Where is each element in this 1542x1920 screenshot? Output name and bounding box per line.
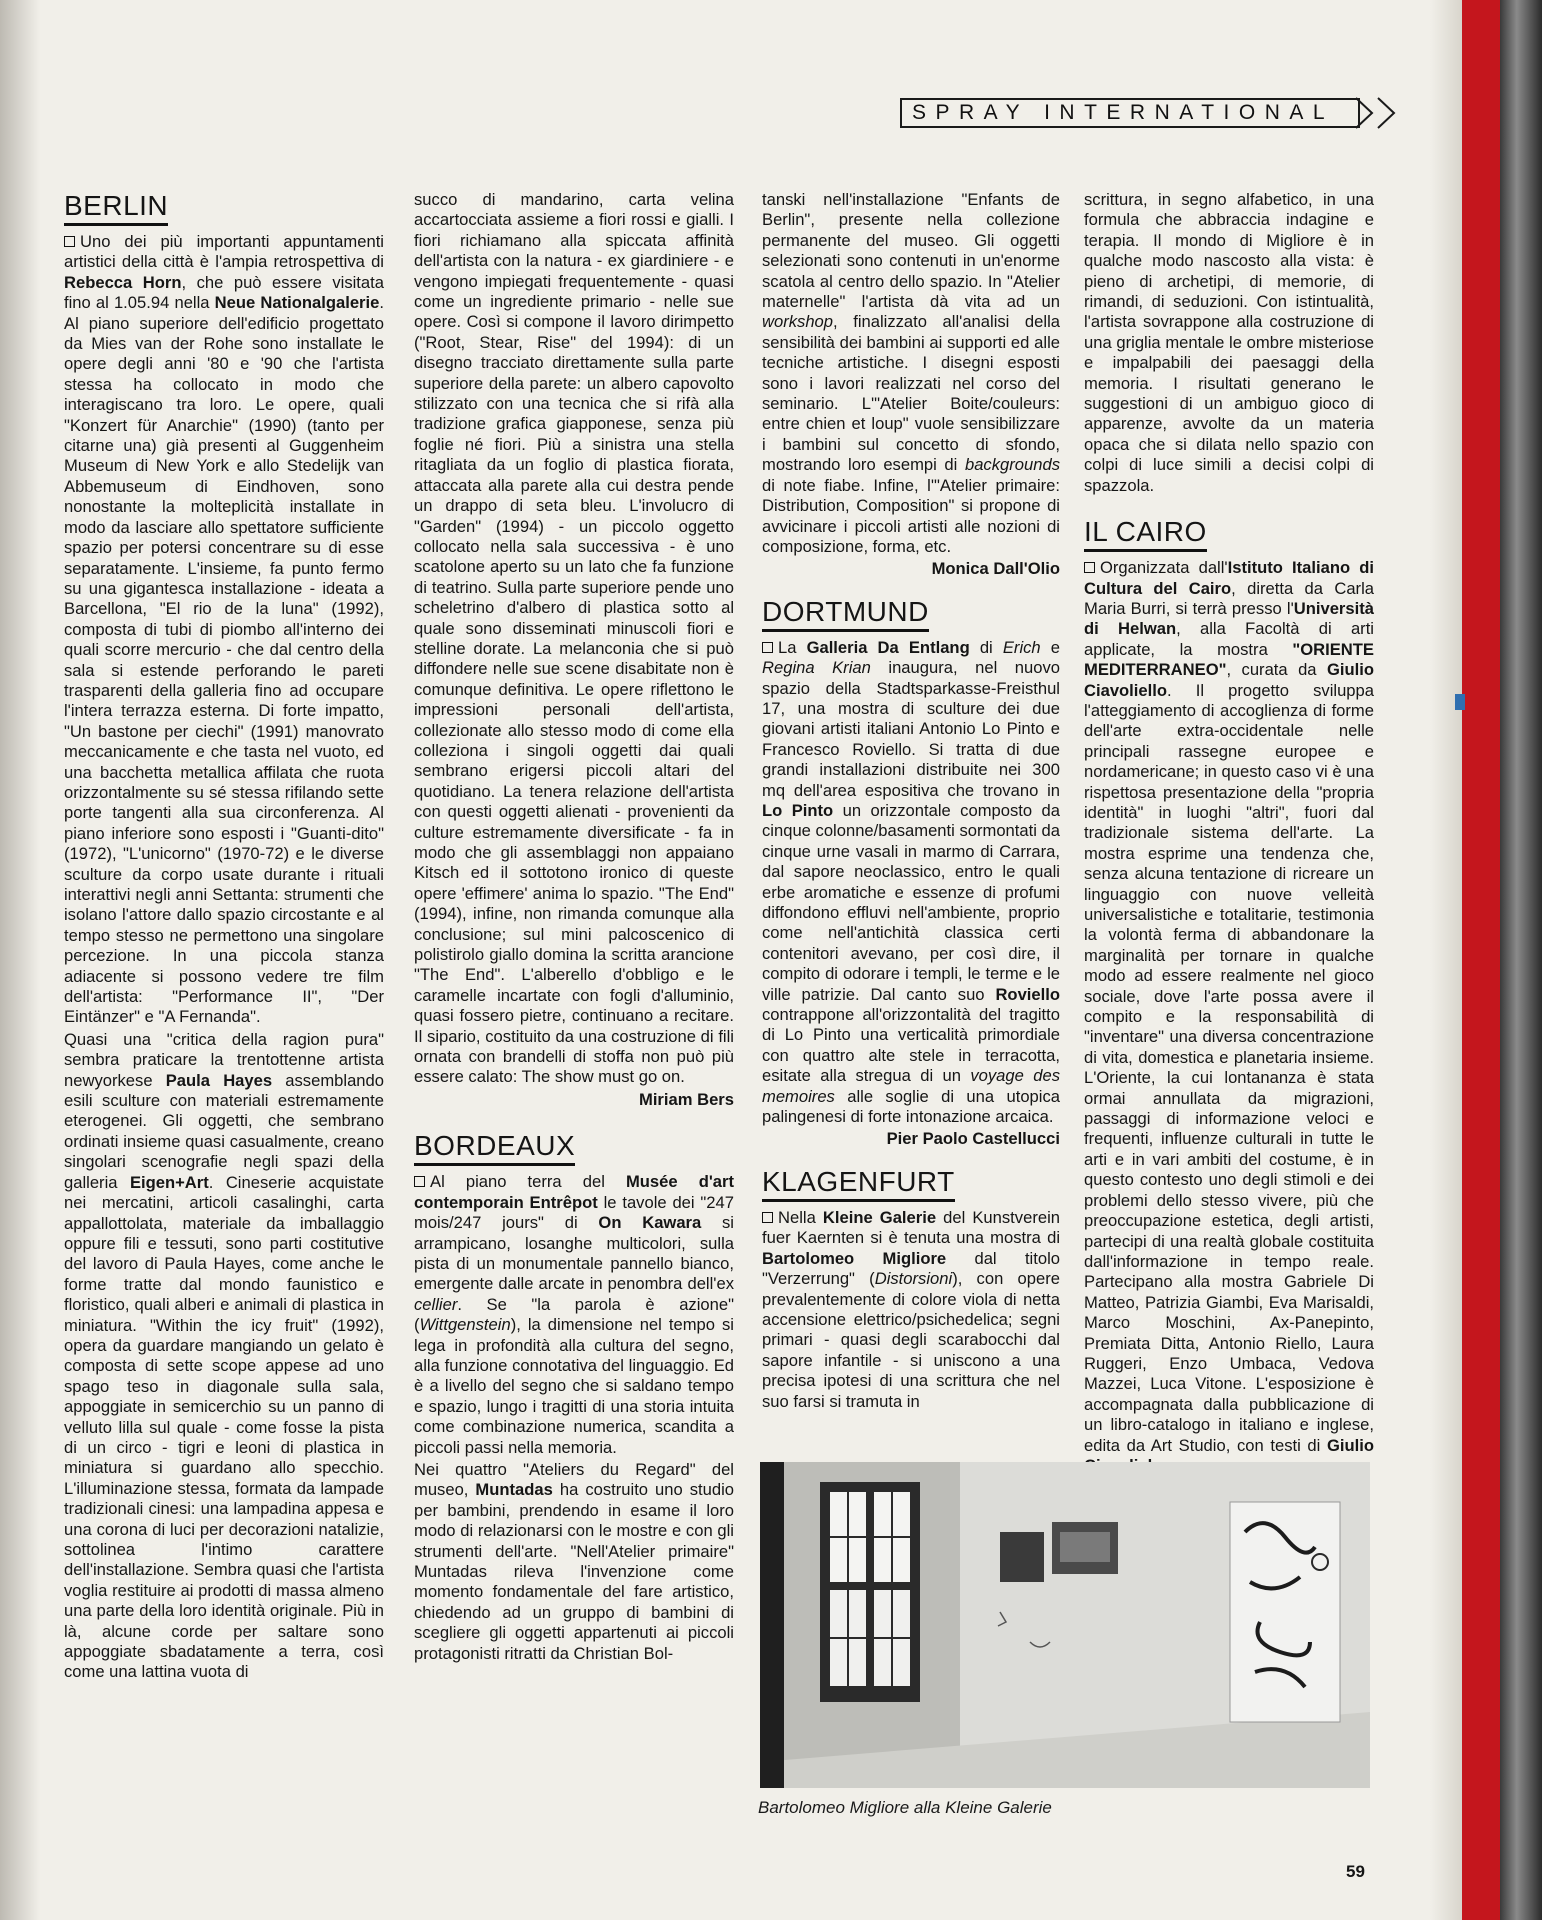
chevron-right-icon — [1352, 96, 1398, 130]
bullet-box-icon — [1084, 562, 1095, 573]
gallery-photo-illustration — [760, 1462, 1370, 1788]
cairo-title: IL CAIRO — [1084, 516, 1207, 552]
page-number: 59 — [1346, 1862, 1365, 1881]
berlin-paragraph-3: succo di mandarino, carta velina accartocciata assieme a fiori rossi e gialli. I fiori richiamano alla spiccata affinità dell'artista con la natura - ex giardiniere - e vengono impiegati frequentemente - quasi come un ingrediente primario - nelle sue opere. Così si compone il lavoro dirimpetto ("Root, Stear, Rise" del 1994): di un disegno tracciato direttamente sulla parte superiore della parete: un albero capovolto stilizzato con una tecnica che si rifà alla tradizione grafica giapponese, senza più foglie né fiori. Più a sinistra una stella ritagliata da un foglio di plastica fiorata, attaccata alla parete alla cui destra pende un drappo di seta bleu. L'involucro di "Garden" (1994) - un piccolo oggetto collocato nella sala successiva - è uno scatolone aperto su un lato che fa funzione di teatrino. Sulla parte superiore pende uno scheletrino d'albero di plastica sotto al quale sono disseminati minuscoli fiori e stelline dorate. La melanconia che si può diffondere nelle sue scene disabitate non è comunque definitiva. Le opere riflettono le impressioni personali dell'artista, collezionate allo stesso modo di come ella colleziona i singoli oggetti dai quali sembrano erigersi piccoli altari del quotidiano. La tenera relazione dell'artista con questi oggetti alienati - provenienti da culture estremamente diversificate - fa in modo che gli assemblaggi non appaiano Kitsch ed il sottotono ironico di queste opere 'effimere' anima lo spazio. "The End" (1994), infine, non rimanda comunque alla conclusione; sul mini palcoscenico di polistirolo giallo domina la scritta arancione "The End". L'alberello d'obbligo e le caramelle incartate con fogli d'alluminio, quasi fossero pietre, continuano a recitare. Il sipario, costituito da una costruzione di fili ornata con brandelli di stoffa non può più essere calato: The show must go on. — [414, 190, 734, 1087]
section-header — [900, 98, 1360, 128]
photo-caption: Bartolomeo Migliore alla Kleine Galerie — [758, 1798, 1052, 1817]
cairo-paragraph-1: Organizzata dall'Istituto Italiano di Cultura del Cairo, diretta da Carla Maria Burri, si terrà presso l'Università di Helwan, alla Facoltà di arti applicate, la mostra "ORIENTE MEDITERRANEO", curata da Giulio Ciavoliello. Il progetto sviluppa l'atteggiamento di accoglienza di forme dell'arte extra-occidentale nelle principali rassegne europee e nordamericane; in questo caso vi è una rispettosa presentazione della "propria identità" in luoghi "altri", fuori dal tradizionale sistema dell'arte. La mostra esprime una tendenza che, senza alcuna tentazione di ricreare un linguaggio con nuove velleità universalistiche e totalitarie, testimonia la volontà ferma di abbandonare la marginalità per tornare in qualche modo ad essere realmente nel gioco sociale, dove l'arte possa avere il compito e la responsabilità di "inventare" una diversa concentrazione di vita, domestica e planetaria insieme. L'Oriente, la cui lontananza è stata ormai annullata da migrazioni, passaggi di informazione veloci e frequenti, influenze culturali in tutte le arti e in vari ambiti del costume, è in questo contesto uno degli stimoli e dei problemi dello stesso vivere, più che preoccupazione estetica, degli artisti, partecipi di una realtà globale costituita dall'informazione in tempo reale. Partecipano alla mostra Gabriele Di Matteo, Patrizia Giambi, Eva Marisaldi, Marco Moschini, Ax-Panepinto, Premiata Ditta, Antonio Riello, Laura Ruggeri, Enzo Umbaca, Vedova Mazzei, Luca Vitone. L'esposizione è accompagnata dalla pubblicazione di un libro-catalogo in italiano e inglese, edita da Art Studio, con testi di Giulio — [1084, 558, 1375, 1455]
dortmund-title: DORTMUND — [762, 596, 929, 632]
klagenfurt-title: KLAGENFURT — [762, 1166, 955, 1202]
column-2 — [414, 190, 734, 1666]
bullet-box-icon — [64, 236, 75, 247]
berlin-title: BERLIN — [64, 190, 168, 226]
red-cover-edge — [1462, 0, 1500, 1920]
berlin-paragraph-2: Quasi una "critica della ragion pura" sembra praticare la trentottenne artista newyorkese Paula Hayes assemblando esili sculture con materiali estremamente eterogenei. Gli oggetti, che sembrano ordinati insieme quasi casualmente, creano singolari scenografie negli spazi della galleria Eigen+Art. Cineserie acquistate nei mercatini, articoli casalinghi, carta appallottolata, materiale da imballaggio oppure fili e tessuti, sono parti costitutive del lavoro di Paula Hayes, come anche le forme tratte dal mondo faunistico e floristico, quali alberi e animali di plastica in miniatura. "Within the icy fruit" (1992), opera da guardare mangiando un gelato è composta di sette scope appese ad uno spago teso in diagonale sulla sala, appoggiate in semicerchio su un panno di velluto lilla sul quale - come fosse la pista di un circo - tigri e leoni di plastica in miniatura si guardano allo specchio. L'illuminazione stessa, formata da lampade tradizionali cinesi: una lampadina appesa e una corona di luci per decorazioni natalizie, sottolinea l'intimo carattere dell'installazione. Sembra quasi che l'artista voglia restituire ai prodotti di massa almeno una parte della loro identità originale. Più in là, alcune corde per saltare sono appoggiate sbadatamente a terra, così come una lattina vuota di — [64, 1029, 384, 1682]
berlin-signature: Miriam Bers — [639, 1089, 734, 1109]
spine-shadow — [0, 0, 40, 1920]
section-header-title: SPRAY INTERNATIONAL — [912, 101, 1335, 124]
blue-tab-marker — [1455, 694, 1465, 710]
dortmund-paragraph-1: La Galleria Da Entlang di Erich e Regina Krian inaugura, nel nuovo spazio della Stadtsparkasse-Freisthul 17, una mostra di sculture dei due giovani artisti italiani Antonio Lo Pinto e Francesco Roviello. Si tratta di due grandi installazioni distribuite nei 300 mq dell'area espositiva che trovano in Lo Pinto un orizzontale composto da cinque colonne/basamenti sormontati da cinque urne vasali in marmo di Carrara, dal sapore neoclassico, entro le quali erbe aromatiche e essenze di profumi diffondono effluvi nell'ambiente, proprio come nell'antichità classica certi contenitori avevano, per così dire, il compito di odorare i templi, le terme e le ville patrizie. Dal canto suo Roviello contrappone all'orizzontalità del tragitto di Lo Pinto una verticalità primordiale con quattro alte stele in terracotta, esitate alla stregua di un voyage des memoires alle soglie di una utopica palingenesi di forte intonazione arcaica. — [762, 637, 1061, 1127]
bullet-box-icon — [762, 642, 773, 653]
bordeaux-signature: Monica Dall'Olio — [931, 559, 1060, 579]
column-1 — [64, 190, 384, 1685]
column-4 — [1084, 190, 1374, 1478]
gallery-photo — [760, 1462, 1370, 1788]
dortmund-signature: Pier Paolo Castellucci — [886, 1129, 1060, 1149]
bordeaux-title: BORDEAUX — [414, 1130, 575, 1166]
bullet-box-icon — [762, 1212, 773, 1223]
bordeaux-paragraph-1: Al piano terra del Musée d'art contemporain Entrêpot le tavole dei "247 mois/247 jours" di On Kawara si arrampicano, losanghe multicolori, sulla pista di un monumentale pannello bianco, emergente dalle arcate in penombra dell'ex cellier. Se "la parola è azione" (Wittgenstein), la dimensione nel tempo si lega in profondità alla cultura del segno, alla funzione connotativa del linguaggio. Ed è a livello del segno che si saldano tempo e spazio, lungo i tragitti di una storia intuita come combinazione numerica, scandita a piccoli passi nella memoria. — [414, 1172, 734, 1457]
bordeaux-paragraph-2: Nei quattro "Ateliers du Regard" del museo, Muntadas ha costruito uno studio per bambini, prendendo in esame il loro modo di relazionarsi con le mostre e con gli strumenti dell'arte. "Nell'Atelier primaire" Muntadas rileva l'invenzione come momento fondamentale del fare artistico, chiedendo ad un gruppo di bambini di scegliere gli oggetti appartenuti ai piccoli protagonisti ritratti da Christian Bol- — [414, 1459, 735, 1663]
klagenfurt-paragraph-2: scrittura, in segno alfabetico, in una formula che abbraccia indagine e terapia. Il mondo di Migliore è in qualche modo nascosto alla vista: è pieno di archetipi, di memorie, di rimandi, di seduzioni. Con istintualità, l'artista sovrappone alla costruzione di una griglia mentale le ombre misteriose e impalpabili dei paesaggi della memoria. I risultati generano le suggestioni di un ambiguo gioco di apparenze, avvolte da un materia opaca che si dilata nello spazio con colpi di luce simili a decisi colpi di spazzola. — [1084, 190, 1374, 495]
page-edge — [1430, 0, 1462, 1920]
background-edge — [1500, 0, 1542, 1920]
bullet-box-icon — [414, 1176, 425, 1187]
berlin-paragraph-1: Uno dei più importanti appuntamenti artistici della città è l'ampia retrospettiva di Rebecca Horn, che può essere visitata fino al 1.05.94 nella Neue Nationalgalerie. Al piano superiore dell'edificio progettato da Mies van der Rohe sono installate le opere degli anni '80 e '90 che l'artista stessa ha collocato in modo che interagiscano tra loro. Le opere, quali "Konzert für Anarchie" (1990) (tanto per citarne una) già presenti al Guggenheim Museum di New York e allo Stedelijk van Abbemuseum di Eindhoven, sono nonostante la molteplicità installate in modo da lasciare allo spettatore sufficiente spazio per potersi concentrare su di esse separatamente. L'insieme, fa punto fermo su una gigantesca installazione - ideata a Barcellona, "El rio de la luna" (1992), composta di tubi di piombo all'interno dei quali scorre mercurio - che dal centro della sala si estende perforando le pareti trasparenti della galleria fino ad occupare l'intera terrazza esterna. Di forte impatto, "Un bastone per ciechi" (1991) manovrato meccanicamente e che tasta nel vuoto, ed una bacchetta metallica affilata che ruota orizzontalmente su sé stessa rifilando sette porte tangenti alla sua circonferenza. Al piano inferiore sono esposti i "Guanti-dito" (1972), "L'unicorno" (1970-72) e le diverse sculture da corpo usate durante i rituali interattivi negli anni Settanta: strumenti che isolano l'attore dallo spazio circostante e al tempo stesso ne permettono una singolare percezione. In una piccola stanza adiacente si possono vedere tre film dell'artista: "Performance II", "Der Eintänzer" e "A Fernanda". — [64, 232, 384, 1027]
column-3 — [762, 190, 1060, 1414]
klagenfurt-paragraph-1: Nella Kleine Galerie del Kunstverein fuer Kaernten si è tenuta una mostra di Bartolomeo Migliore dal titolo "Verzerrung" (Distorsioni), con opere prevalentemente di colore viola di netta accensione elettrico/psichedelica; segni primari - quasi degli scarabocchi dal sapore infantile - si uniscono a una precisa ipotesi di una scrittura che nel suo farsi si tramuta in — [762, 1207, 1060, 1411]
bordeaux-paragraph-3: tanski nell'installazione "Enfants de Berlin", presente nella collezione permanente del museo. Gli oggetti selezionati sono contenuti in un'enorme scatola al centro dello spazio. In "Atelier maternelle" l'artista dà vita ad un workshop, finalizzato all'analisi della sensibilità dei bambini ai supporti ed alle tecniche artistiche. I disegni esposti sono i lavori realizzati nel corso del seminario. L'"Atelier Boite/couleurs: entre chien et loup" vuole sensibilizzare i bambini sul concetto di sfondo, mostrando loro esempi di backgrounds di note fiabe. Infine, l'"Atelier primaire: Distribution, Composition" si propone di avvicinare i piccoli artisti alle nozioni di composizione, forma, etc. — [762, 190, 1060, 556]
